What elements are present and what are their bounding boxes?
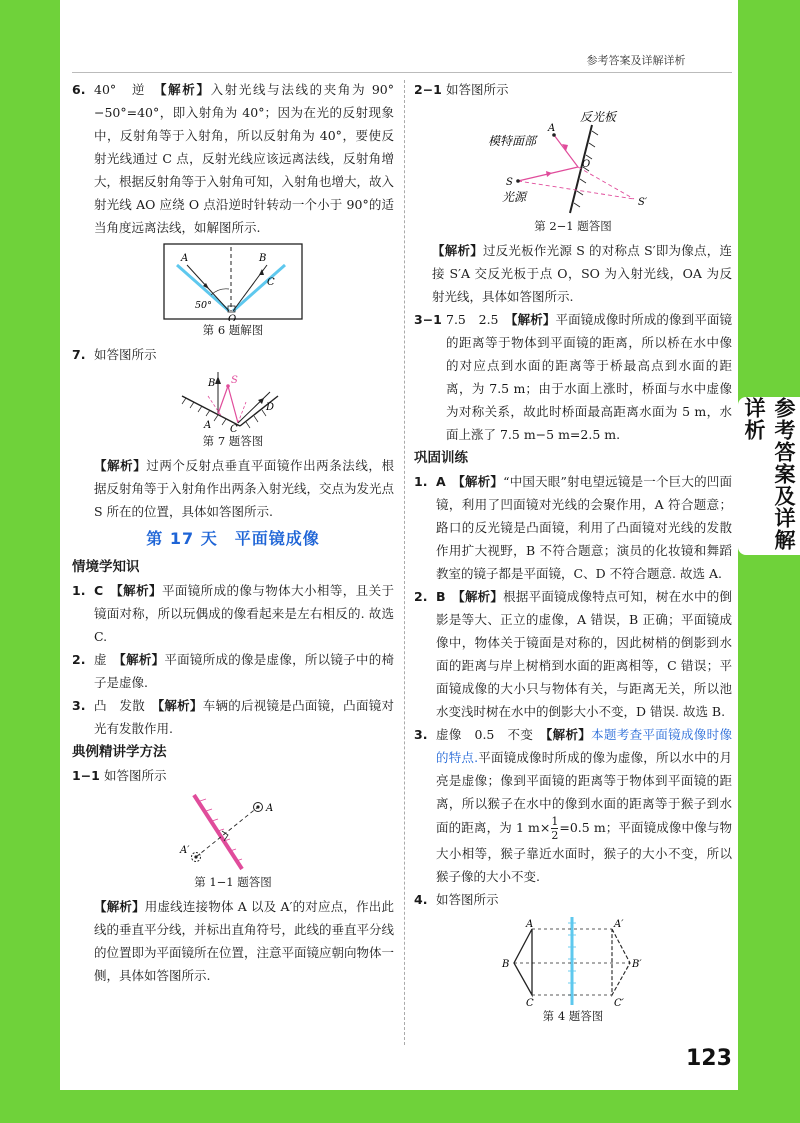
fig6-label-b: B	[259, 253, 267, 264]
figure-1-1	[178, 791, 288, 873]
answer-item-6	[72, 78, 394, 239]
fig21-board-label: 反光板	[580, 110, 617, 124]
fig7-label-d: D	[266, 402, 275, 413]
item-text: 如答图所示	[436, 892, 499, 907]
example-item-3-1	[414, 308, 732, 446]
knowledge-item-2	[72, 648, 394, 694]
fig11-label-a: A	[266, 803, 274, 814]
item-answer: 虚像 0.5 不变	[436, 727, 547, 742]
item-number: 1−1	[72, 768, 100, 783]
item-number: 4.	[414, 892, 428, 907]
answer-item-7	[72, 343, 394, 366]
analysis-tag: 【解析】	[160, 82, 211, 97]
item-text: “中国天眼”射电望远镜是一个巨大的凹面镜，利用了凹面镜对光线的会聚作用，A 符合题意；路口的反光镜是凸面镜，利用了凸面镜对光线的发散作用扩大视野，B 不符合题意；演员的化妆镜和舞蹈教室的镜子都是平面镜，C、D 不符合题意. 故选 A.	[436, 474, 732, 581]
fig21-label-o: O	[582, 159, 591, 170]
fig7-label-s: S	[231, 375, 238, 386]
item-text: 用虚线连接物体 A 以及 A′的对应点，作出此线的垂直平分线，并标出直角符号，此线的垂直平分线的位置即为平面镜所在位置，注意平面镜应朝向物体一侧，具体如答图所示.	[94, 899, 395, 983]
side-tab-label: 参考答案及详解详析	[742, 397, 796, 551]
example-item-2-1	[414, 78, 732, 101]
analysis-tag: 【解析】	[458, 589, 504, 604]
figure-4-caption: 第 4 题答图	[542, 1009, 604, 1023]
side-tab	[738, 397, 800, 555]
subheading-examples: 典例精讲学方法	[72, 744, 167, 760]
fraction-half	[551, 815, 558, 842]
item-text: 过反光板作光源 S 的对称点 S′即为像点，连接 S′A 交反光板于点 O，SO 为入射光线，OA 为反射光线，具体如答图所示.	[432, 243, 732, 304]
item-number: 3.	[72, 698, 86, 713]
practice-item-3	[414, 723, 732, 888]
analysis-tag: 【解析】	[432, 243, 483, 258]
item-number: 1.	[414, 474, 428, 489]
item-text: 如答图所示	[94, 347, 157, 362]
item-text: 平面镜所成的像是虚像，所以镜子中的椅子是虚像.	[94, 652, 394, 690]
column-divider	[404, 80, 405, 1045]
analysis-tag: 【解析】	[94, 899, 145, 914]
item-answer: 虚	[94, 652, 120, 667]
item-2-1-explanation	[414, 239, 732, 308]
item-text: 入射光线与法线的夹角为 90°−50°=40°，即入射角为 40°；因为在光的反射现象中，反射角等于入射角，所以反射角为 40°，要使反射光线通过 C 点，反射光线应该远离法线，反射角增大，根据反射角等于入射角可知，入射角也增大，故入射光线 AO 应绕 O 点沿逆时针转动一个小于 90°的适当角度远离法线，如解图所示.	[94, 82, 395, 235]
figure-1-1-caption: 第 1−1 题答图	[194, 875, 272, 889]
item-text: 过两个反射点垂直平面镜作出两条法线，根据反射角等于入射角作出两条入射光线，交点为发光点 S 所在的位置，具体如答图所示.	[94, 458, 395, 519]
item-number: 2.	[414, 589, 428, 604]
item-text: 平面镜所成的像与物体大小相等，且关于镜面对称，所以玩偶成的像看起来是左右相反的. 故选 C.	[94, 583, 394, 644]
knowledge-item-1	[72, 579, 394, 648]
fig4-label-a: A	[526, 919, 534, 930]
item-text: 根据平面镜成像特点可知，树在水中的倒影是等大、正立的虚像，A 错误，B 正确；平面镜成像中，物体关于镜面是对称的，因此树梢的倒影到水面的距离与岸上树梢到水面的距离相等，C 错误；平面镜成像的大小只与物体有关，与距离无关，所以池水变浅时树在水中的倒影大小不变，D 错误. 故选 B.	[436, 589, 732, 719]
analysis-tag: 【解析】	[458, 474, 504, 489]
figure-7-caption: 第 7 题答图	[202, 434, 264, 448]
item-number: 7.	[72, 347, 86, 362]
fig6-label-c: C	[267, 277, 275, 288]
item-answer: A	[436, 474, 459, 489]
fig21-wall-label: 模特面部	[488, 134, 537, 148]
item-text-cont: =0.5 m；平面镜成像中像与物大小相等，猴子靠近水面时，猴子的大小不变，所以猴子像的大小不变.	[436, 820, 732, 884]
subheading-practice: 巩固训练	[414, 450, 468, 466]
item-answer: C	[94, 583, 117, 598]
item-number: 1.	[72, 583, 86, 598]
figure-4	[498, 915, 648, 1007]
item-answer: B	[436, 589, 459, 604]
fig6-angle-label: 50°	[195, 300, 212, 311]
item-7-explanation	[72, 454, 394, 523]
item-number: 2−1	[414, 82, 442, 97]
item-number: 2.	[72, 652, 86, 667]
analysis-tag: 【解析】	[511, 312, 556, 327]
item-text: 如答图所示	[104, 768, 167, 783]
fraction-numerator: 1	[551, 815, 559, 828]
fig6-label-a: A	[181, 253, 189, 264]
item-text: 平面镜成像时所成的像为虚像，所以水中的月亮是虚像；像到平面镜的距离等于物体到平面镜的距离，所以猴子在水中的像到水面的距离等于猴子到水面的距离，为 1 m×	[436, 750, 732, 835]
analysis-tag: 【解析】	[546, 727, 592, 742]
left-green-border	[0, 0, 60, 1123]
fig4-label-c-prime: C′	[614, 998, 624, 1007]
fraction-denominator: 2	[551, 829, 559, 842]
right-green-border	[738, 0, 800, 1123]
fig7-label-a: A	[204, 420, 212, 431]
item-answer: 7.5 2.5	[446, 312, 512, 327]
figure-6-caption: 第 6 题解图	[202, 323, 264, 337]
item-text: 平面镜成像时所成的像到平面镜的距离等于物体到平面镜的距离，所以桥在水中像的对应点到水面的距离等于桥最高点到水面的距离，为 7.5 m；由于水面上涨时，桥面与水中虚像为对称关系，故此时桥面最高距离水面为 5 m，水面上涨了 7.5 m−5 m=2.5 m.	[446, 312, 732, 442]
item-number: 3−1	[414, 312, 442, 327]
figure-7	[178, 370, 288, 432]
fig21-source-label: 光源	[502, 190, 527, 204]
right-column	[414, 78, 732, 1029]
practice-item-4	[414, 888, 732, 911]
fig4-label-c: C	[526, 998, 534, 1007]
running-header: 参考答案及详解详析	[586, 54, 686, 67]
header-rule	[72, 72, 732, 73]
page-number: 123	[686, 1046, 732, 1071]
practice-item-2	[414, 585, 732, 723]
item-answer: 40° 逆	[94, 82, 161, 97]
fig4-label-a-prime: A′	[614, 919, 624, 930]
item-text: 如答图所示	[446, 82, 509, 97]
fig7-label-b: B	[208, 378, 216, 389]
knowledge-item-3	[72, 694, 394, 740]
item-1-1-explanation	[72, 895, 394, 987]
figure-6	[163, 243, 303, 321]
item-number: 6.	[72, 82, 86, 97]
analysis-tag: 【解析】	[119, 652, 165, 667]
item-number: 3.	[414, 727, 428, 742]
analysis-tag: 【解析】	[157, 698, 203, 713]
fig6-label-o: O	[228, 314, 237, 321]
figure-2-1-caption: 第 2−1 题答图	[534, 219, 612, 233]
fig4-label-b: B	[502, 959, 510, 970]
fig7-label-c: C	[230, 424, 238, 432]
item-answer: 凸 发散	[94, 698, 158, 713]
item-highlight: 本题考查平面镜成像时像的特点.	[436, 727, 732, 765]
subheading-knowledge: 情境学知识	[72, 559, 140, 575]
section-title: 第 17 天 平面镜成像	[146, 529, 320, 548]
practice-item-1	[414, 470, 732, 585]
analysis-tag: 【解析】	[94, 458, 147, 473]
fig21-label-a: A	[548, 123, 556, 134]
fig21-label-s: S	[506, 177, 513, 188]
left-column	[72, 78, 394, 987]
fig21-label-s-prime: S′	[638, 197, 648, 208]
figure-2-1	[488, 105, 658, 217]
example-item-1-1	[72, 764, 394, 787]
item-text: 车辆的后视镜是凸面镜，凸面镜对光有发散作用.	[94, 698, 394, 736]
fig4-label-b-prime: B′	[632, 959, 642, 970]
analysis-tag: 【解析】	[116, 583, 162, 598]
bottom-green-border	[0, 1090, 800, 1123]
fig11-label-a-prime: A′	[180, 845, 190, 856]
